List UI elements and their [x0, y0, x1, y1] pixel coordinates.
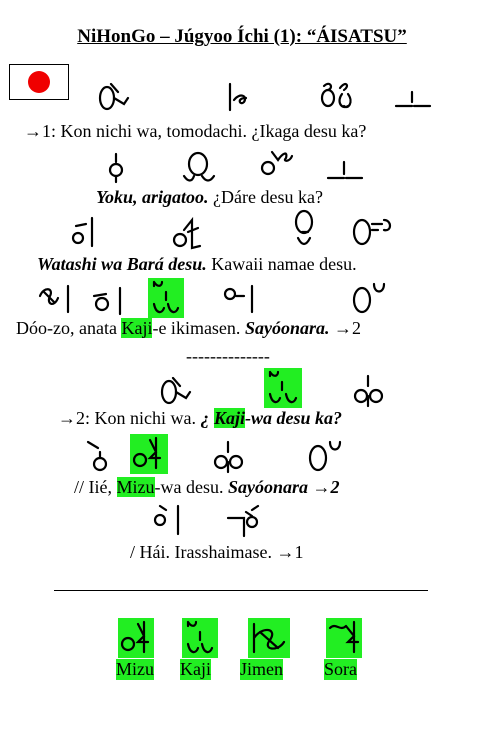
- dialogue-line-5: →2: Kon nichi wa. ¿ Kaji-wa desu ka?: [58, 408, 343, 428]
- vocab-label-sora: Sora: [324, 659, 357, 679]
- glyph-tomodachi-icon: [394, 86, 434, 110]
- glyph-mizu-icon: [130, 434, 168, 474]
- glyph-nichi-icon: [226, 80, 260, 114]
- glyph-wa-icon: [320, 80, 364, 114]
- vocab-sora-icon: [326, 618, 362, 658]
- glyph-desuka-icon: [352, 372, 386, 408]
- vocab-jimen-icon: [248, 618, 290, 658]
- glyph-watashi-icon: [70, 214, 102, 250]
- glyph-arigatoo-icon: [182, 148, 216, 184]
- glyph-desu-icon: [212, 438, 246, 474]
- glyph-kaji-icon: [264, 368, 302, 408]
- highlight-kaji: Kaji: [213, 408, 245, 428]
- vocab-label-jimen: Jimen: [240, 659, 283, 679]
- glyph-yoku-icon: [106, 150, 130, 186]
- japan-flag-icon: [9, 64, 69, 100]
- highlight-kaji: Kaji: [121, 318, 153, 338]
- glyph-bara-icon: [172, 216, 206, 252]
- dialogue-line-4: Dóo-zo, anata Kaji-e ikimasen. Sayóonara. →2: [16, 318, 361, 338]
- glyph-doozo-icon: [36, 282, 74, 318]
- dialogue-line-2: Yoku, arigatoo. ¿Dáre desu ka?: [96, 187, 323, 207]
- dialogue-line-7: / Hái. Irasshaimase. →1: [130, 542, 304, 562]
- glyph-anata-icon: [92, 284, 130, 320]
- dialogue-line-6: // Iié, Mizu-wa desu. Sayóonara →2: [74, 477, 340, 497]
- highlight-mizu: Mizu: [116, 477, 155, 497]
- glyph-namae-icon: [350, 214, 394, 250]
- vocab-label-kaji: Kaji: [180, 659, 211, 679]
- dialogue-line-3: Watashi wa Bará desu. Kawaii namae desu.: [37, 254, 357, 274]
- glyph-kaji-icon: [148, 278, 184, 318]
- vocab-label-mizu: Mizu: [116, 659, 154, 679]
- glyph-irasshaimase-icon: [224, 504, 264, 540]
- glyph-ikimasen-icon: [222, 280, 260, 318]
- glyph-sayoonara-icon: [306, 438, 344, 476]
- vocab-mizu-icon: [118, 618, 154, 658]
- glyph-desuka-icon: [326, 156, 366, 182]
- glyph-iie-icon: [84, 438, 114, 474]
- glyph-sayoonara-icon: [350, 280, 388, 318]
- glyph-kon-icon: [98, 80, 132, 114]
- glyph-hai-icon: [148, 502, 184, 538]
- glyph-kawaii-icon: [290, 208, 324, 250]
- dialogue-line-1: →1: Kon nichi wa, tomodachi. ¿Ikaga desu ka?: [24, 121, 367, 141]
- glyph-kon-icon: [160, 374, 194, 408]
- glyph-dare-icon: [258, 146, 294, 182]
- page-title: NiHonGo – Júgyoo Íchi (1): “ÁISATSU”: [77, 26, 407, 47]
- section-divider: --------------: [186, 346, 270, 366]
- horizontal-rule: [54, 590, 428, 591]
- vocab-kaji-icon: [182, 618, 218, 658]
